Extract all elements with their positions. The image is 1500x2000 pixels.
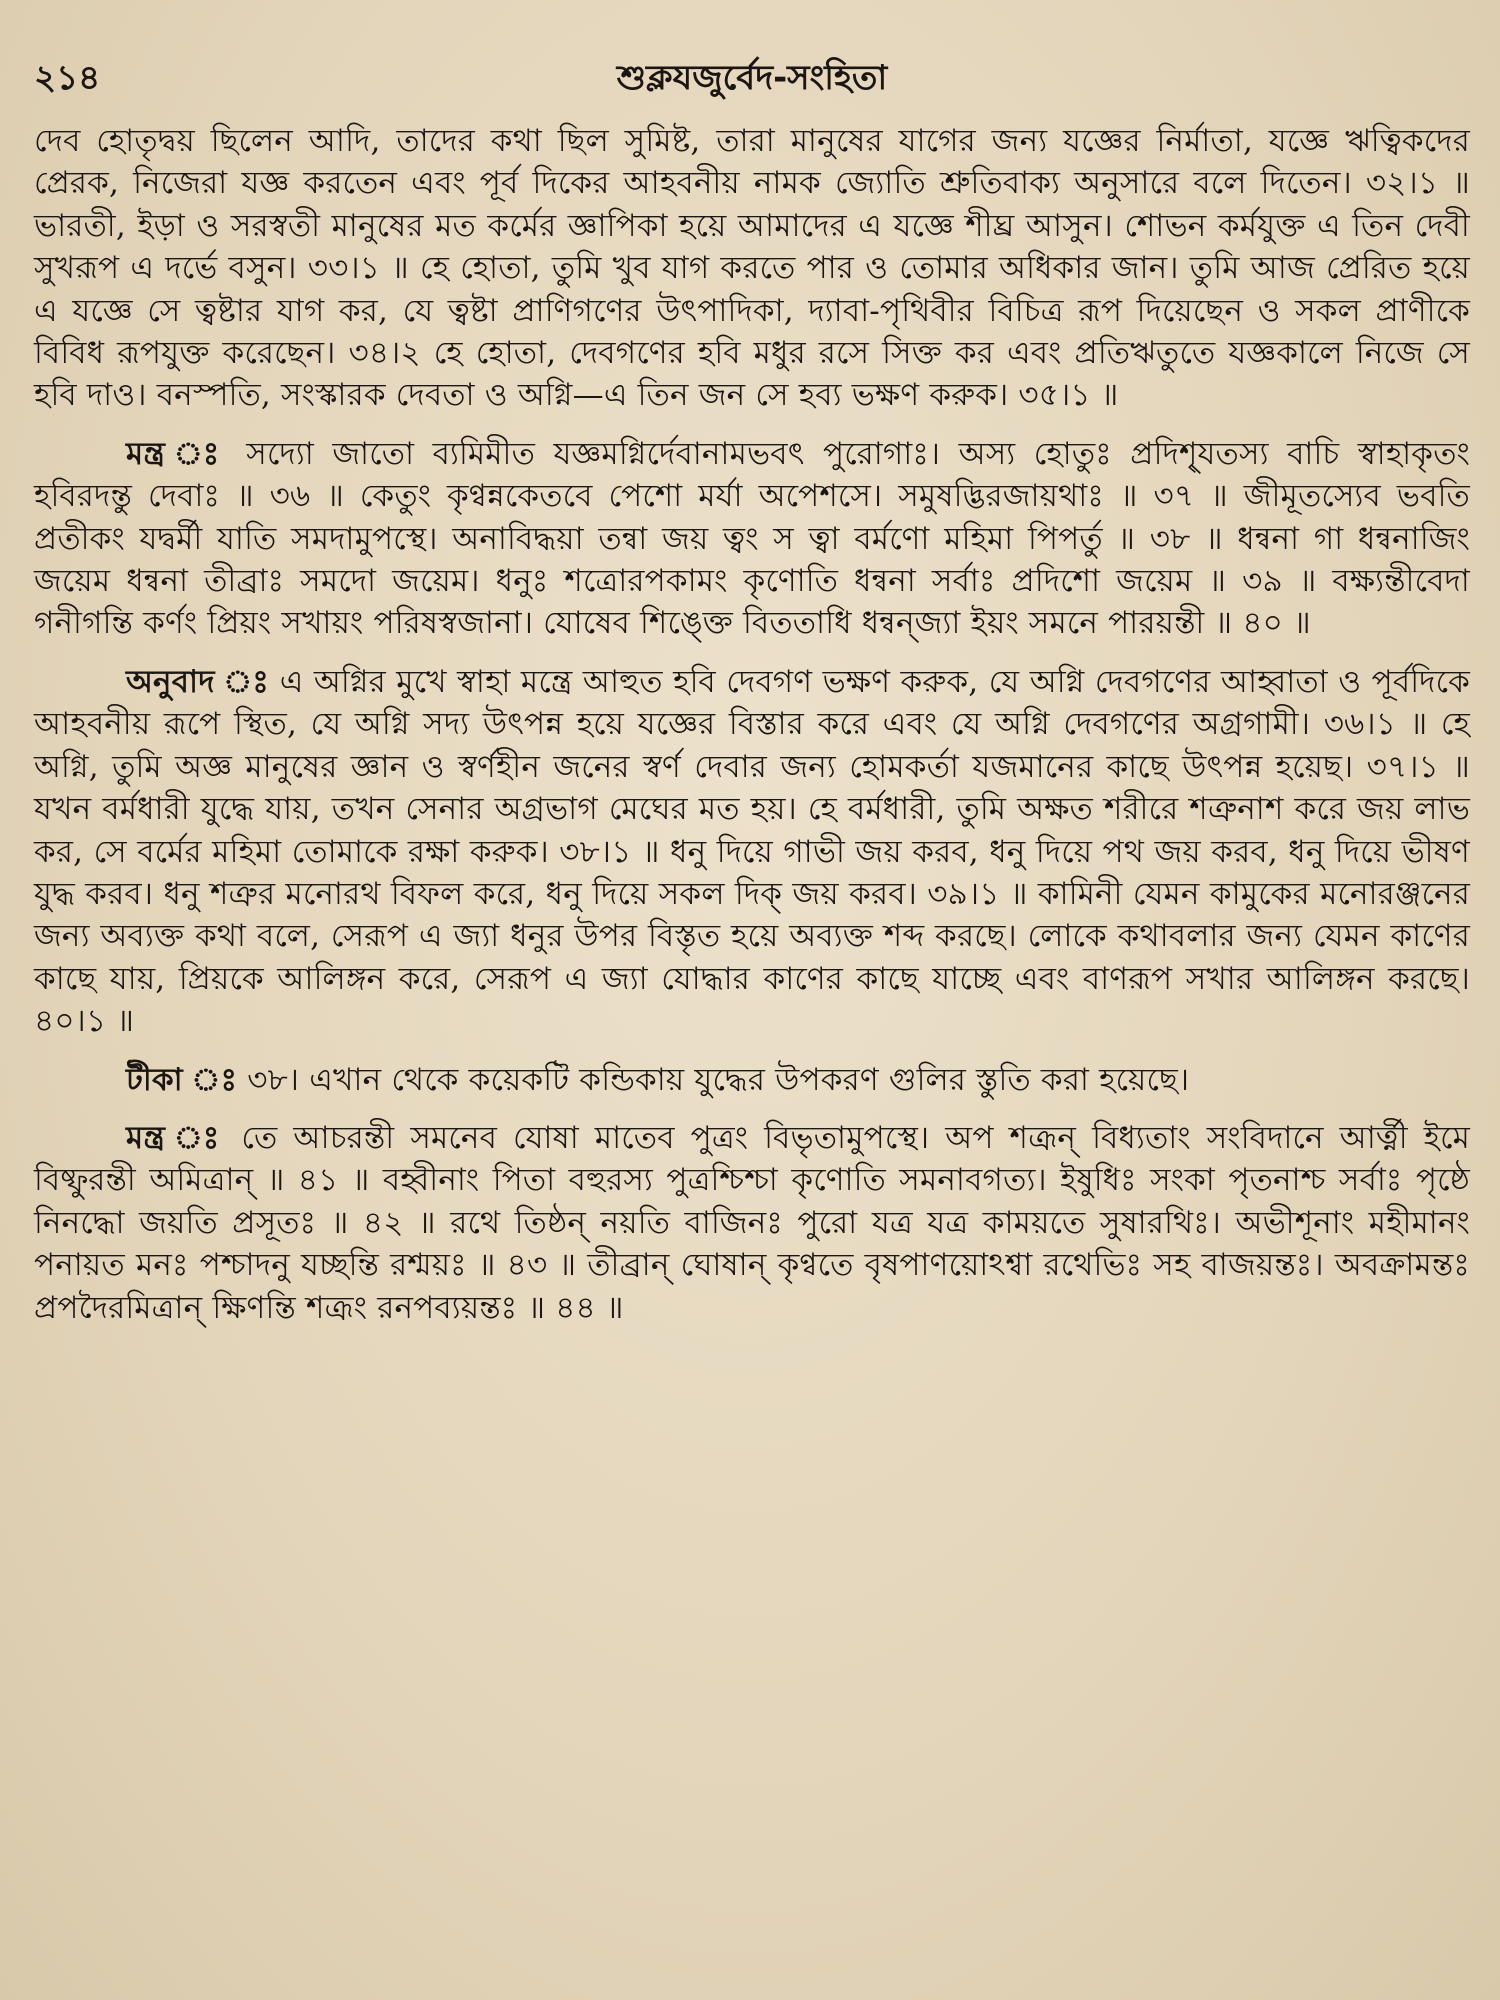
paragraph-text: সদ্যো জাতো ব্যমিমীত যজ্ঞমগ্নির্দেবানামভবৎ পুরোগাঃ। অস্য হোতুঃ প্রদিশৃ্যতস্য বাচি স্বাহাকৃতং হবিরদন্তু দেবাঃ ॥ ৩৬ ॥ কেতুং কৃণ্বন্নকেতবে পেশো মর্যা অপেশসে। সমুষদ্ভিরজায়থাঃ ॥ ৩৭ ॥ জীমূতস্যেব ভবতি প্রতীকং যদ্বর্মী যাতি সমদামুপস্থে। অনাবিদ্ধয়া তন্বা জয় ত্বং স ত্বা বর্মণো মহিমা পিপর্তু ॥ ৩৮ ॥ ধন্বনা গা ধন্বনাজিং জয়েম ধন্বনা তীব্রাঃ সমদো জয়েম। ধনুঃ শত্রোরপকামং কৃণোতি ধন্বনা সর্বাঃ প্রদিশো জয়েম ॥ ৩৯ ॥ বক্ষ্যন্তীবেদা গনীগন্তি কর্ণং প্রিয়ং সখায়ং পরিষস্বজানা। যোষেব শিঙ্ক্তে বিততাধি ধন্বন্‌জ্যা ইয়ং সমনে পারয়ন্তী ॥ ৪০ ॥	[34, 435, 1470, 642]
page-number: ২১৪	[34, 58, 101, 98]
paragraph-text: ৩৮। এখান থেকে কয়েকটি কন্ডিকায় যুদ্ধের উপকরণ গুলির স্তুতি করা হয়েছে।	[247, 1061, 1190, 1098]
translation-label: অনুবাদ ঃ	[126, 663, 270, 700]
commentary-label: টীকা ঃ	[126, 1061, 238, 1098]
paragraph-mantra	[34, 1117, 1470, 1329]
paragraph-commentary	[34, 1059, 1470, 1101]
paragraph-text: এ অগ্নির মুখে স্বাহা মন্ত্রে আহুত হবি দেবগণ ভক্ষণ করুক, যে অগ্নি দেবগণের আহ্বাতা ও পূর্বদিকে আহবনীয় রূপে স্থিত, যে অগ্নি সদ্য উৎপন্ন হয়ে যজ্ঞের বিস্তার করে এবং যে অগ্নি দেবগণের অগ্রগামী। ৩৬।১ ॥ হে অগ্নি, তুমি অজ্ঞ মানুষের জ্ঞান ও স্বর্ণহীন জনের স্বর্ণ দেবার জন্য হোমকর্তা যজমানের কাছে উৎপন্ন হয়েছ। ৩৭।১ ॥ যখন বর্মধারী যুদ্ধে যায়, তখন সেনার অগ্রভাগ মেঘের মত হয়। হে বর্মধারী, তুমি অক্ষত শরীরে শত্রুনাশ করে জয় লাভ কর, সে বর্মের মহিমা তোমাকে রক্ষা করুক। ৩৮।১ ॥ ধনু দিয়ে গাভী জয় করব, ধনু দিয়ে পথ জয় করব, ধনু দিয়ে ভীষণ যুদ্ধ করব। ধনু শত্রুর মনোরথ বিফল করে, ধনু দিয়ে সকল দিক্‌ জয় করব। ৩৯।১ ॥ কামিনী যেমন কামুকের মনোরঞ্জনের জন্য অব্যক্ত কথা বলে, সেরূপ এ জ্যা ধনুর উপর বিস্তৃত হয়ে অব্যক্ত শব্দ করছে। লোকে কথাবলার জন্য যেমন কাণের কাছে যায়, প্রিয়কে আলিঙ্গন করে, সেরূপ এ জ্যা যোদ্ধার কাণের কাছে যাচ্ছে এবং বাণরূপ সখার আলিঙ্গন করছে। ৪০।১ ॥	[34, 663, 1470, 1040]
paragraph-translation-continued	[34, 120, 1470, 417]
paragraph-text: তে আচরন্তী সমনেব যোষা মাতেব পুত্রং বিভৃতামুপস্থে। অপ শত্রূন্‌ বিধ্যতাং সংবিদানে আর্ত্নী ইমে বিষ্ফুরন্তী অমিত্রান্‌ ॥ ৪১ ॥ বহ্বীনাং পিতা বহুরস্য পুত্রশ্চিশ্চা কৃণোতি সমনাবগত্য। ইষুধিঃ সংকা পৃতনাশ্চ সর্বাঃ পৃষ্ঠে নিনদ্ধো জয়তি প্রসূতঃ ॥ ৪২ ॥ রথে তিষ্ঠন্‌ নয়তি বাজিনঃ পুরো যত্র যত্র কাময়তে সুষারথিঃ। অভীশূনাং মহীমানং পনায়ত মনঃ পশ্চাদনু যচ্ছন্তি রশ্ময়ঃ ॥ ৪৩ ॥ তীব্রান্‌ ঘোষান্‌ কৃণ্বতে বৃষপাণয়োঽশ্বা রথেভিঃ সহ বাজয়ন্তঃ। অবক্রামন্তঃ প্রপদৈরমিত্রান্‌ ক্ষিণন্তি শত্রূং রনপব্যয়ন্তঃ ॥ ৪৪ ॥	[34, 1119, 1470, 1326]
mantra-label: মন্ত্র ঃ	[126, 435, 228, 472]
paragraph-translation	[34, 661, 1470, 1043]
mantra-label: মন্ত্র ঃ	[126, 1119, 226, 1156]
running-title: শুক্লযজুর্বেদ-সংহিতা	[616, 58, 888, 98]
paragraph-text: দেব হোতৃদ্বয় ছিলেন আদি, তাদের কথা ছিল সুমিষ্ট, তারা মানুষের যাগের জন্য যজ্ঞের নির্মাতা, যজ্ঞে ঋত্বিকদের প্রেরক, নিজেরা যজ্ঞ করতেন এবং পূর্ব দিকের আহবনীয় নামক জ্যোতি শ্রুতিবাক্য অনুসারে বলে দিতেন। ৩২।১ ॥ ভারতী, ইড়া ও সরস্বতী মানুষের মত কর্মের জ্ঞাপিকা হয়ে আমাদের এ যজ্ঞে শীঘ্র আসুন। শোভন কর্মযুক্ত এ তিন দেবী সুখরূপ এ দর্ভে বসুন। ৩৩।১ ॥ হে হোতা, তুমি খুব যাগ করতে পার ও তোমার অধিকার জান। তুমি আজ প্রেরিত হয়ে এ যজ্ঞে সে ত্বষ্টার যাগ কর, যে ত্বষ্টা প্রাণিগণের উৎপাদিকা, দ্যাবা-পৃথিবীর বিচিত্র রূপ দিয়েছেন ও সকল প্রাণীকে বিবিধ রূপযুক্ত করেছেন। ৩৪।২ হে হোতা, দেবগণের হবি মধুর রসে সিক্ত কর এবং প্রতিঋতুতে যজ্ঞকালে নিজে সে হবি দাও। বনস্পতি, সংস্কারক দেবতা ও অগ্নি—এ তিন জন সে হব্য ভক্ষণ করুক। ৩৫।১ ॥	[34, 123, 1470, 414]
paragraph-mantra	[34, 433, 1470, 645]
running-head	[34, 48, 1470, 108]
